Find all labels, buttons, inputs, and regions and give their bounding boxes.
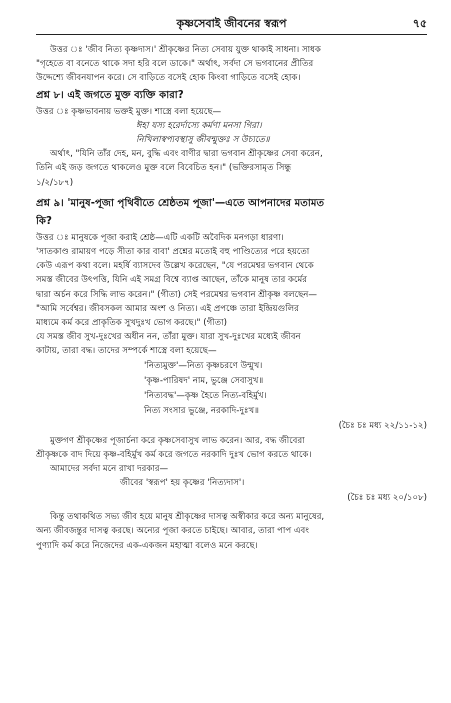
answer-9-line-7: মাধ্যমে কর্ম করে প্রাকৃতিক সুখদুঃখ ভোগ করছে।" (গীতা): [36, 318, 227, 329]
reference-1: (চৈঃ চঃ মধ্য ২২/১১-১২): [338, 420, 427, 431]
answer-8-line-2: অর্থাৎ, "যিনি তাঁর দেহ, মন, বুদ্ধি এবং বাণীর দ্বারা ভগবান শ্রীকৃষ্ণের সেবা করেন,: [50, 149, 323, 160]
verse-9-line-5: জীবের 'স্বরূপ' হয় কৃষ্ণের 'নিত্যদাস'।: [120, 478, 245, 489]
header-rule: [36, 34, 427, 35]
answer-7-line-1: উত্তর ঃ 'জীব নিত্য কৃষ্ণদাস।' শ্রীকৃষ্ণের নিত্য সেবায় যুক্ত থাকাই সাধনা। সাধক: [50, 45, 321, 55]
reference-2: (চৈঃ চঃ মধ্য ২০/১০৮): [347, 493, 427, 504]
verse-9-line-2: 'কৃষ্ণ-পারিষদ' নাম, ভুঞ্জে সেবাসুখ॥: [144, 375, 264, 386]
question-9-line-1: প্রশ্ন ৯। 'মানুষ-পূজা পৃথিবীতে শ্রেষ্ঠতম পূজা'—এতে আপনাদের মতামত: [36, 197, 325, 209]
answer-8-line-4: ১/২/১৮৭): [36, 177, 74, 188]
verse-8-line-2: নিখিলাস্বপ্যবস্থাসু জীবন্মুক্তঃ স উচ্যতে॥: [136, 135, 270, 146]
answer-9-line-1: উত্তর ঃ মানুষকে পূজা করাই শ্রেষ্ঠ—এটি একটি অবৈদিক মনগড়া ধারণা।: [36, 232, 284, 243]
answer-9-line-13: কিন্তু তথাকথিত সভ্য জীব হয়ে মানুষ শ্রীকৃষ্ণের দাসত্ব অস্বীকার করে অন্য মানুষের,: [50, 512, 325, 523]
answer-8-line-1: উত্তর ঃ কৃষ্ণভাবনায় ভক্তই মুক্ত। শাস্ত্রে বলা হয়েছে—: [36, 106, 222, 117]
answer-9-line-15: পুণ্যাদি কর্ম করে নিজেদের এক-একজন মহাত্মা বলেও মনে করছে।: [36, 540, 258, 551]
verse-9-line-3: 'নিত্যবদ্ধ'—কৃষ্ণ হৈতে নিত্য-বহির্মুখ।: [144, 390, 267, 401]
answer-7-line-3: উদ্দেশ্যে জীবনযাপন করে। সে বাড়িতে বসেই হোক কিংবা গাড়িতে বসেই হোক।: [36, 73, 301, 84]
page-header: [36, 10, 427, 32]
verse-9-line-4: নিত্য সংসার ভুঞ্জে, নরকাদি-দুঃখ॥: [144, 405, 259, 416]
answer-9-line-2: 'সাতকাণ্ড রামায়ণ পড়ে সীতা কার বাবা' প্রশ্নের মতোই বহু পাণ্ডিত্যের পরে হয়তো: [36, 247, 310, 258]
answer-9-line-5: দ্বারা অর্চন করে সিদ্ধি লাভ করেন।" (গীতা) সেই পরমেশ্বর ভগবান শ্রীকৃষ্ণ বলছেন—: [36, 289, 318, 300]
answer-9-line-9: কাটায়, তারা বদ্ধ। তাদের সম্পর্কে শাস্ত্রে বলা হয়েছে—: [36, 346, 217, 357]
question-8: প্রশ্ন ৮। এই জগতে মুক্ত ব্যক্তি কারা?: [36, 89, 184, 101]
answer-9-line-12: আমাদের সর্বদা মনে রাখা দরকার—: [50, 464, 169, 475]
page-number: ৭৫: [412, 17, 427, 30]
answer-8-line-3: তিনি এই জড় জগতে থাকলেও মুক্ত বলে বিবেচিত হন।" (ভক্তিরসামৃত সিন্ধু: [36, 163, 292, 174]
answer-9-line-8: যে সমস্ত জীব সুখ-দুঃখের অধীন নন, তাঁরা মুক্ত। যারা সুখ-দুঃখের মধ্যেই জীবন: [36, 332, 301, 343]
answer-9-line-10: মুক্তগণ শ্রীকৃষ্ণের পূজার্চনা করে কৃষ্ণসেবাসুখ লাভ করেন। আর, বদ্ধ জীবেরা: [50, 435, 305, 446]
question-9-line-2: কি?: [36, 215, 52, 227]
verse-9-line-1: 'নিত্যমুক্ত'—নিত্য কৃষ্ণচরণে উন্মুখ।: [144, 360, 263, 371]
verse-8-line-1: ঈহা যস্য হরের্দাস্যে কর্মণা মনসা গিরা।: [136, 120, 262, 131]
answer-9-line-3: কেউ এরূপ কথা বলে। মহর্ষি ব্যাসদেব উল্লেখ করেছেন, "যে পরমেশ্বর ভগবান থেকে: [36, 261, 314, 272]
answer-9-line-14: অন্য জীবজন্তুর দাসত্ব করছে। অন্যের পূজা করতে চাইছে। আবার, তারা পাপ এবং: [36, 526, 309, 537]
answer-7-line-2: "গৃহেতে বা বনেতে থাকে সদা হরি বলে ডাকে।" অর্থাৎ, সর্বদা সে ভগবানের প্রীতির: [36, 59, 314, 70]
answer-9-line-6: "আমি সর্বেশ্বর। জীবসকল আমার অংশ ও নিত্য। এই প্রপঞ্চে তারা ইন্দ্রিয়গুলির: [36, 303, 299, 314]
answer-9-line-4: সমস্ত জীবের উৎপত্তি, যিনি এই সমগ্র বিশ্বে ব্যাপ্ত আছেন, তাঁকে মানুষ তার কর্মের: [36, 275, 308, 286]
chapter-title: কৃষ্ণসেবাই জীবনের স্বরূপ: [176, 17, 287, 30]
answer-9-line-11: শ্রীকৃষ্ণকে বাদ দিয়ে কৃষ্ণ-বহির্মুখ কর্ম করে জগতে নরকাদি দুঃখ ভোগ করতে থাকে।: [36, 449, 312, 460]
